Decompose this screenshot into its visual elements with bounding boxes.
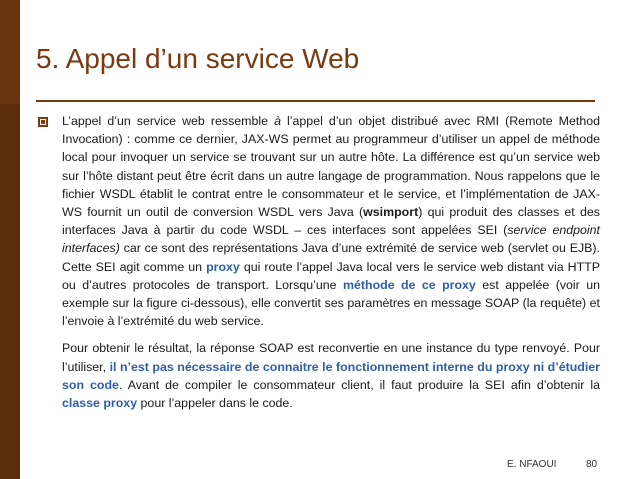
- p2-proxy-class-highlight: classe proxy: [62, 396, 138, 411]
- p2-text-5: pour l’appeler dans le code.: [137, 396, 293, 411]
- square-bullet-icon: [38, 117, 48, 127]
- p1-text-9: qui route l’appel Java local vers le service web distant via HTTP ou d’autres protocoles de transport. Lorsqu’une: [62, 259, 600, 292]
- paragraph-2: [62, 339, 600, 412]
- p1-proxy-highlight: proxy: [206, 259, 240, 274]
- p1-text-11: est appelée (voir un exemple sur la figure ci-dessous), elle convertit ses paramètres en message SOAP (la requête) et l’envoie à l’extrémité du web service.: [62, 277, 601, 329]
- slide-title: 5. Appel d’un service Web: [36, 43, 360, 74]
- p1-sei-expansion: service endpoint interfaces): [62, 223, 600, 256]
- p1-text-5: ) qui produit des classes et des interfaces Java à partir du code WSDL – ces interfaces sont appelées SEI (: [62, 205, 600, 238]
- left-bar-accent: [0, 0, 20, 104]
- p1-wsimport: wsimport: [363, 205, 419, 220]
- p1-text-3: l’appel d’un objet distribué avec RMI (Remote Method Invocation) : comme ce dernier, JAX-WS permet au programmeur d’utiliser un appel de méthode local pour invoquer un service se trouvant sur un autre hôte. La différence est qu’un service web sur l’hôte distant peut être écrit dans un autre langage de programmation. Nous rappelons que le fichier WSDL établit le contrat entre le consommateur et le service, et l’implémentation de JAX-WS fournit un outil de conversion WSDL vers Java (: [62, 114, 600, 220]
- slide-body: [62, 112, 600, 412]
- p2-text-3: . Avant de compiler le consommateur client, il faut produire la SEI afin d’obtenir la: [118, 377, 601, 392]
- p1-text-2: à: [274, 114, 281, 128]
- p2-highlight-1: il n’est pas nécessaire de connaitre le fonctionnement interne du proxy ni d’étudier son code: [62, 359, 601, 392]
- page-number: 80: [586, 459, 598, 470]
- left-decorative-bar: [0, 0, 20, 479]
- p1-text-7: car ce sont des représentations Java d’une extrémité de service web (servlet ou EJB). Cette SEI agit comme un: [62, 241, 600, 274]
- paragraph-1: [62, 112, 600, 330]
- p1-proxy-method-highlight: méthode de ce proxy: [342, 277, 476, 292]
- footer-author: E. NFAOUI: [507, 459, 557, 470]
- title-divider: [36, 100, 595, 102]
- p1-text-1: L’appel d’un service web ressemble: [62, 114, 275, 128]
- p2-text-1: Pour obtenir le résultat, la réponse SOAP est reconvertie en une instance du type renvoyé. Pour l’utiliser,: [62, 341, 600, 374]
